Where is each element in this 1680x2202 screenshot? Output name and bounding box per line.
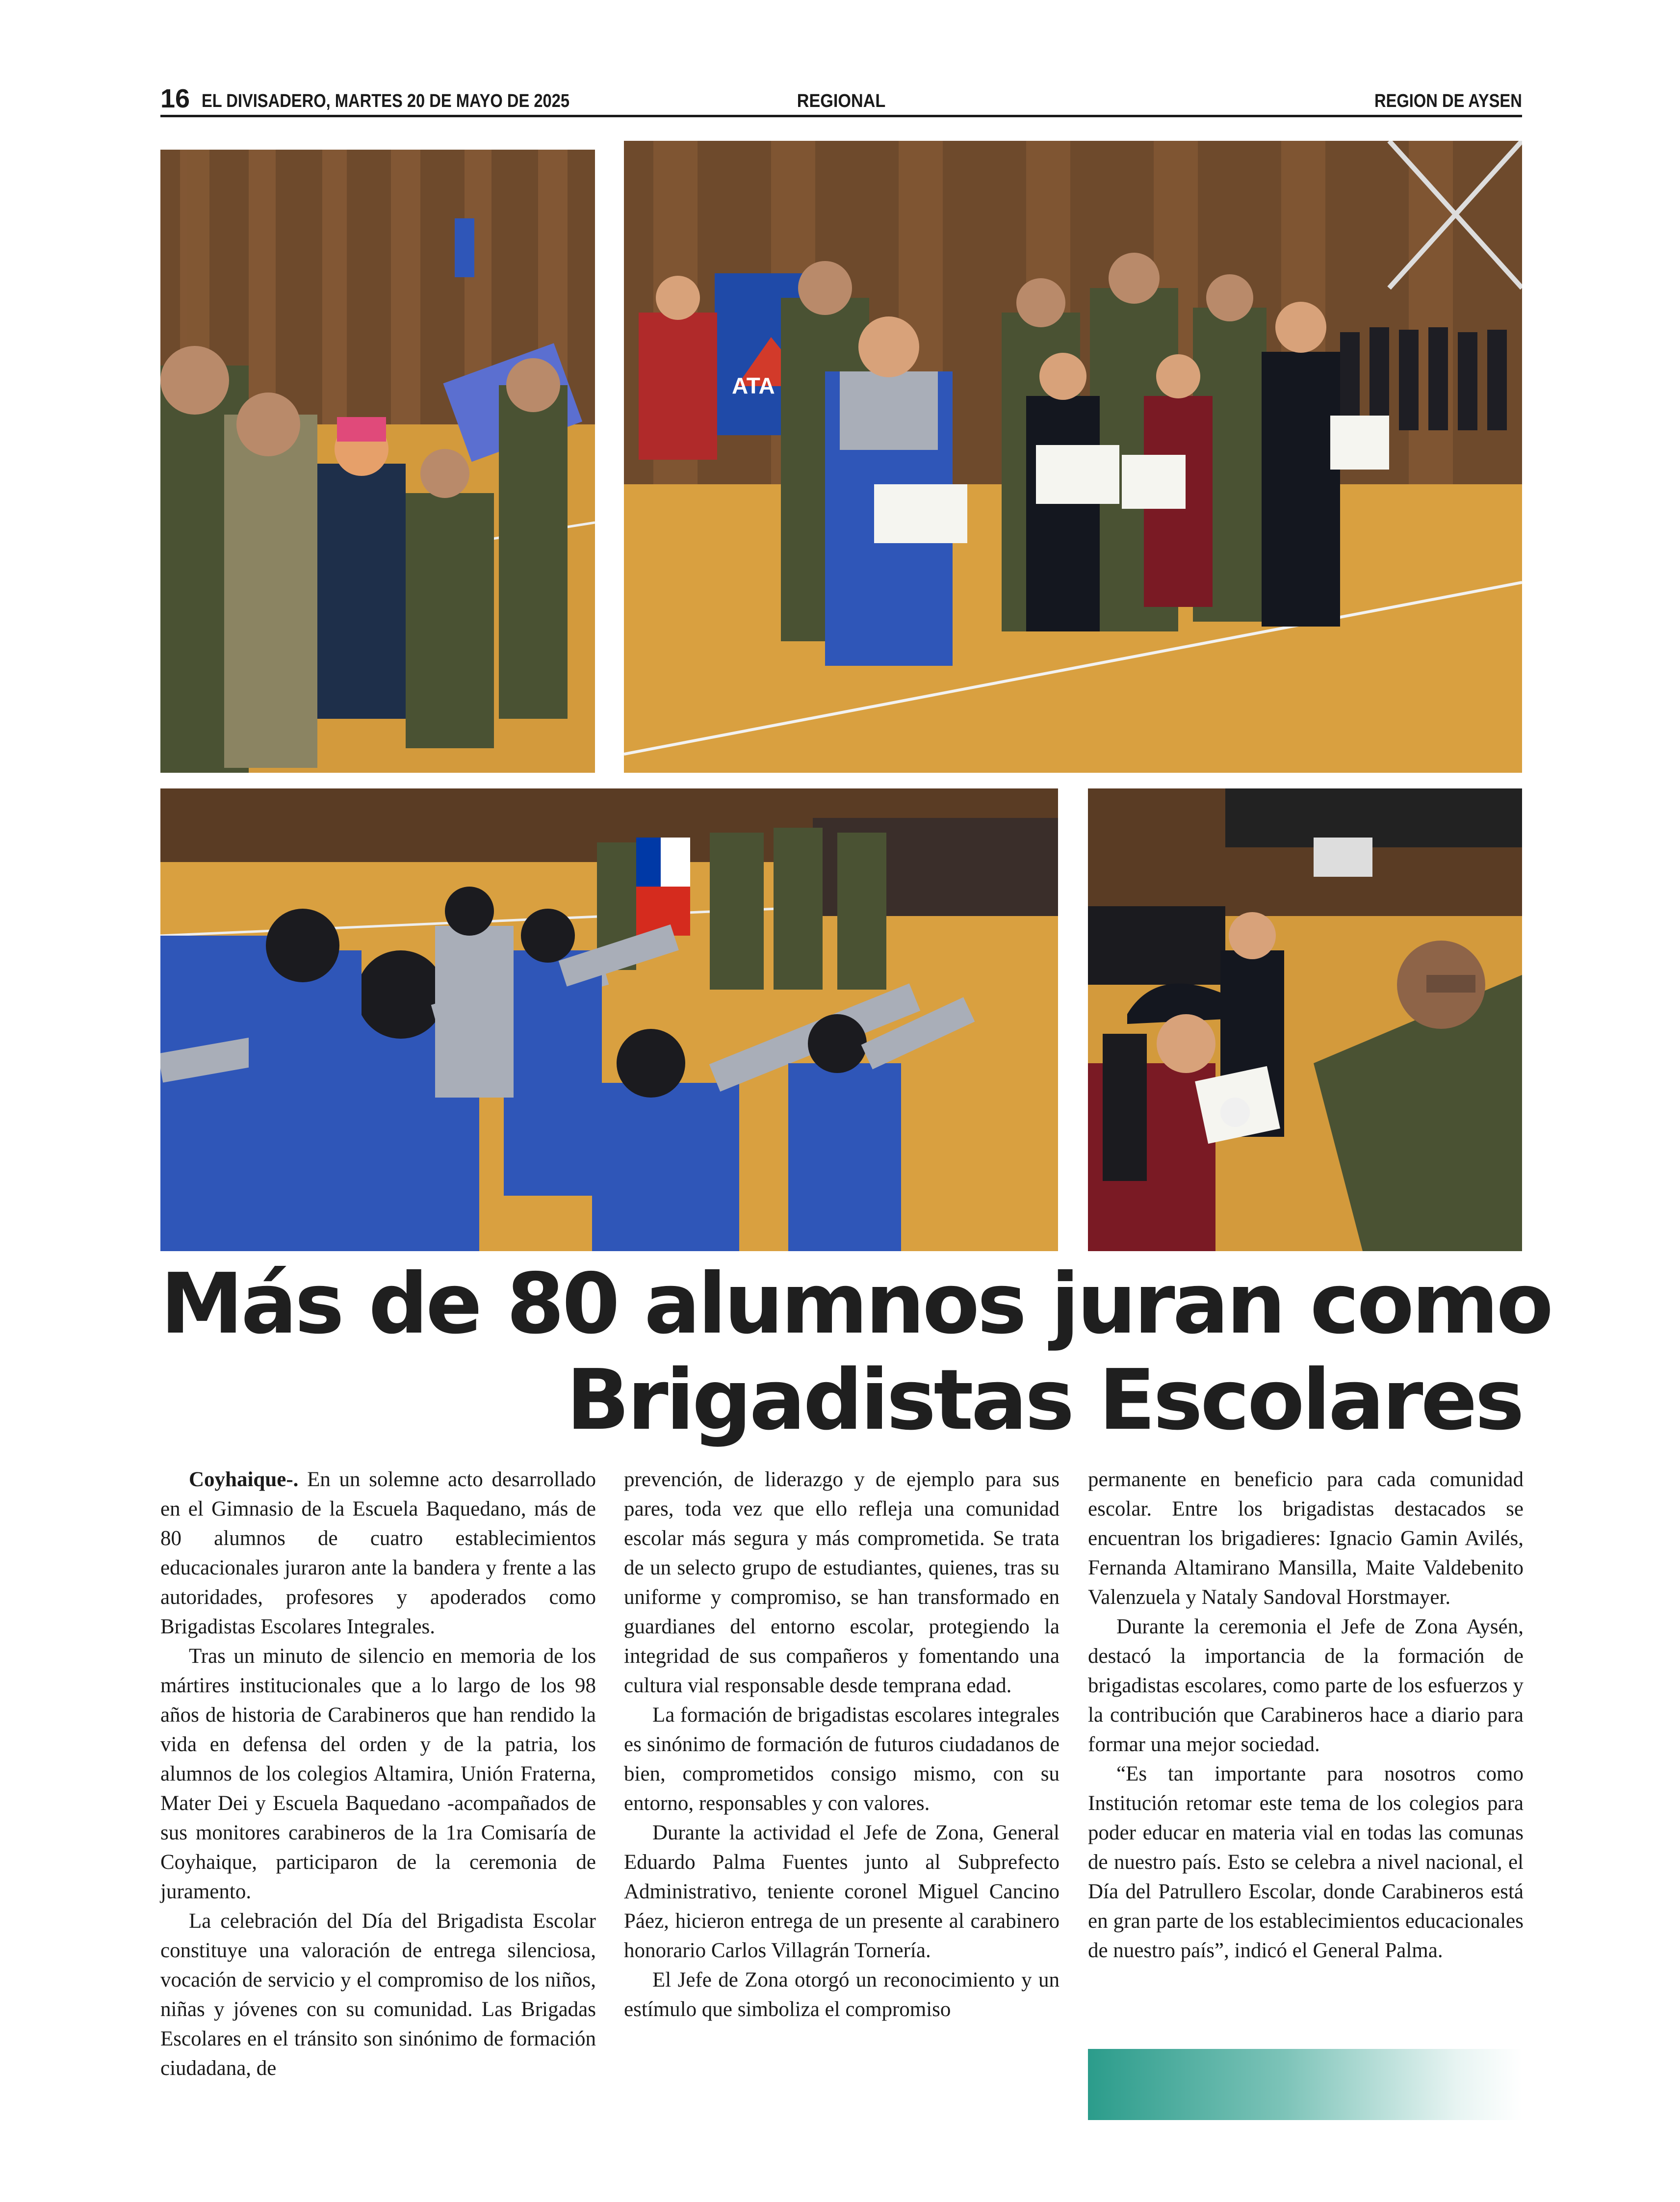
paragraph: “Es tan importante para nosotros como Institución retomar este tema de los colegios para poder educar en materia vial en todas las comunas de nuestro país. Esto se celebra a nivel nacional, el Día del Patrullero Escolar, donde Carabineros está en gran parte de los establecimientos educacionales de nuestro país”, indicó el General Palma.: [1088, 1762, 1524, 1962]
region-label: REGION DE AYSEN: [1374, 91, 1522, 111]
paragraph: Tras un minuto de silencio en memoria de los mártires institucionales que a lo largo de los 98 años de historia de Carabineros que han rendido la vida en defensa del orden y de la patria, los alumnos de los colegios Altamira, Unión Fraterna, Mater Dei y Escuela Baquedano -acompañados de sus monitores carabineros de la 1ra Comisaría de Coyhaique, participaron de la ceremonia de juramento.: [160, 1645, 596, 1903]
paragraph: prevención, de liderazgo y de ejemplo para sus pares, toda vez que ello refleja una comunidad escolar más segura y más comprometida. Se trata de un selecto grupo de estudiantes, quienes, tras su uniforme y compromiso, se han transformado en guardianes del entorno escolar, protegiendo la integridad de sus compañeros y fomentando una cultura vial responsable desde temprana edad.: [624, 1468, 1060, 1697]
paragraph-text: En un solemne acto desarrollado en el Gimnasio de la Escuela Baquedano, más de 80 alumnos de cuatro establecimientos educacionales juraron ante la bandera y frente a las autoridades, profesores y apoderados como Brigadistas Escolares Integrales.: [160, 1468, 596, 1638]
dateline: Coyhaique-.: [189, 1468, 299, 1491]
paragraph: La formación de brigadistas escolares integrales es sinónimo de formación de futuros ciudadanos de bien, comprometidos consigo mismo, con su entorno, responsables y con valores.: [624, 1704, 1060, 1815]
article-column-3: [1088, 1465, 1524, 1966]
paper-date: EL DIVISADERO, MARTES 20 DE MAYO DE 2025: [202, 91, 570, 111]
photo-gift-delivery: [160, 150, 595, 773]
paragraph: Durante la actividad el Jefe de Zona, General Eduardo Palma Fuentes junto al Subprefecto Administrativo, teniente coronel Miguel Cancino Páez, hicieron entrega de un presente al carabinero honorario Carlos Villagrán Tornería.: [624, 1821, 1060, 1962]
photo-diploma-handover: [1088, 788, 1522, 1251]
article-column-2: [624, 1465, 1060, 2024]
headline-line-2: Brigadistas Escolares: [566, 1352, 1522, 1449]
paragraph: Durante la ceremonia el Jefe de Zona Aysén, destacó la importancia de la formación de brigadistas escolares, como parte de los esfuerzos y la contribución que Carabineros hace a diario para formar una mejor sociedad.: [1088, 1615, 1524, 1756]
page-header: [160, 84, 1522, 117]
headline-line-1: Más de 80 alumnos juran como: [160, 1256, 1551, 1353]
article-headline: [160, 1256, 1551, 1449]
paragraph: permanente en beneficio para cada comunidad escolar. Entre los brigadistas destacados se encuentran los brigadieres: Ignacio Gamin Avilés, Fernanda Altamirano Mansilla, Maite Valdebenito Valenzuela y Nataly Sandoval Horstmayer.: [1088, 1468, 1524, 1609]
banner-text: ATA: [732, 373, 775, 398]
photo-award-students: [624, 141, 1522, 773]
paragraph: [160, 1465, 596, 1642]
article-column-1: [160, 1465, 596, 2083]
photo-oath-salute: [160, 788, 1058, 1251]
section-label: REGIONAL: [797, 91, 886, 111]
paragraph: La celebración del Día del Brigadista Escolar constituye una valoración de entrega silenciosa, vocación de servicio y el compromiso de los niños, niñas y jóvenes con su comunidad. Las Brigadas Escolares en el tránsito son sinónimo de formación ciudadana, de: [160, 1910, 596, 2080]
decorative-gradient-bar: [1088, 2049, 1522, 2120]
page-number: 16: [160, 84, 190, 113]
paragraph: El Jefe de Zona otorgó un reconocimiento y un estímulo que simboliza el compromiso: [624, 1968, 1060, 2021]
